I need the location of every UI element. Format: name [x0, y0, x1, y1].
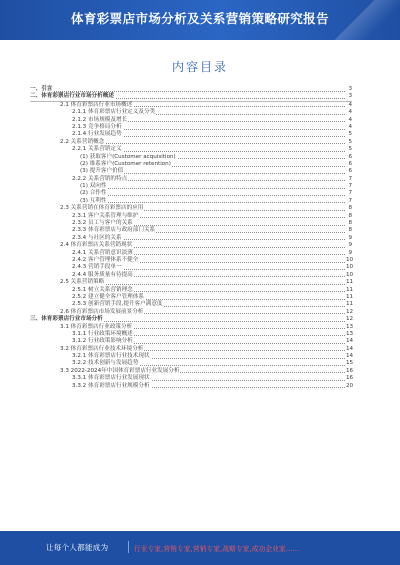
- toc-entry[interactable]: [30, 227, 352, 234]
- toc-entry-label: 2.4.2 客户管理体系不健全: [72, 256, 139, 263]
- toc-page-number: 13: [346, 323, 354, 330]
- toc-entry[interactable]: [30, 324, 352, 331]
- toc-entry[interactable]: [30, 109, 352, 116]
- toc-entry-label: 3.1 体育彩票店行业政策分析: [60, 323, 133, 330]
- toc-page-number: 7: [348, 175, 352, 182]
- toc-page-number: 4: [348, 123, 352, 130]
- toc-page-number: 11: [346, 286, 354, 293]
- toc-page-number: 6: [348, 168, 352, 175]
- toc-entry-label: 2.1 体育彩票店行业市场概述: [60, 101, 133, 108]
- toc-page-number: 5: [348, 138, 352, 145]
- toc-entry[interactable]: [30, 168, 352, 175]
- toc-page-number: 11: [346, 279, 354, 286]
- toc-entry-label: 2.5.1 树立关系营销理念: [72, 286, 133, 293]
- toc-entry-label: 2.1.2 市场规模及增长: [72, 116, 128, 123]
- toc-entry[interactable]: [30, 131, 352, 138]
- toc-entry-label: 2.2 关系营销概念: [60, 138, 105, 145]
- toc-page-number: 10: [346, 271, 354, 278]
- toc-leader-dots: [80, 202, 345, 203]
- toc-entry[interactable]: [30, 205, 352, 212]
- toc-heading: 内容目录: [171, 60, 228, 74]
- toc-page-number: 8: [348, 227, 352, 234]
- toc-entry-label: 2.5.2 建立健全客户管理体系: [72, 293, 144, 300]
- toc-entry-label: (3) 提升客户价值: [80, 168, 124, 175]
- toc-page-number: 5: [348, 146, 352, 153]
- toc-page-number: 9: [348, 234, 352, 241]
- toc-page-number: 6: [348, 153, 352, 160]
- toc-entry-label: 3.1.2 行业政策影响分析: [72, 338, 133, 345]
- toc-entry[interactable]: [30, 264, 352, 271]
- toc-page-number: 10: [346, 256, 354, 263]
- toc-entry-label: 2.3.4 与社区的关系: [72, 234, 122, 241]
- toc-page-number: 11: [346, 301, 354, 308]
- toc-entry-label: 2.4.4 服务质量有待提高: [72, 271, 133, 278]
- toc-page-number: 10: [346, 264, 354, 271]
- table-of-contents: [30, 86, 352, 390]
- toc-page-number: 16: [346, 375, 354, 382]
- toc-entry[interactable]: [30, 161, 352, 168]
- toc-entry-label: 2.1.4 行业发展趋势: [72, 131, 122, 138]
- toc-entry-label: 3.1.1 行业政策环境概述: [72, 330, 133, 337]
- toc-page-number: 8: [348, 212, 352, 219]
- toc-entry[interactable]: [30, 190, 352, 197]
- toc-entry-label: 2.1.1 体育彩票店行业定义及分类: [72, 109, 156, 116]
- toc-page-number: 11: [346, 293, 354, 300]
- toc-entry-label: 二、体育彩票店行业市场分析概述: [30, 93, 114, 100]
- toc-entry-label: 三、体育彩票店行业市场分析: [30, 316, 103, 323]
- toc-entry[interactable]: [30, 242, 352, 249]
- toc-page-number: 5: [348, 131, 352, 138]
- toc-entry-label: 2.4 体育彩票店关系营销现状: [60, 242, 133, 249]
- toc-page-number: 9: [348, 249, 352, 256]
- toc-page-number: 16: [346, 367, 354, 374]
- toc-entry[interactable]: [30, 383, 352, 390]
- toc-entry[interactable]: [30, 375, 352, 382]
- footer-banner: [0, 531, 400, 565]
- toc-entry[interactable]: [30, 338, 352, 345]
- report-title: 体育彩票店市场分析及关系营销策略研究报告: [70, 11, 329, 26]
- toc-entry[interactable]: [30, 146, 352, 153]
- toc-entry-label: 3.2 体育彩票店行业技术环境分析: [60, 345, 144, 352]
- toc-entry[interactable]: [30, 183, 352, 190]
- toc-entry-label: 2.5 关系营销策略: [60, 279, 105, 286]
- toc-entry-label: 2.4.1 关系营销意识淡薄: [72, 249, 133, 256]
- toc-entry[interactable]: [30, 360, 352, 367]
- toc-page-number: 6: [348, 160, 352, 167]
- toc-entry-label: 2.3 关系营销在体育彩票店的应用: [60, 205, 144, 212]
- toc-entry[interactable]: [30, 213, 352, 220]
- toc-page-number: 14: [346, 345, 354, 352]
- toc-leader-dots: [80, 195, 345, 196]
- toc-entry[interactable]: [30, 301, 352, 308]
- toc-entry-label: 2.6 体育彩票店市场发展前景分析: [60, 308, 144, 315]
- toc-page-number: 8: [348, 205, 352, 212]
- toc-entry-label: 2.2.1 关系营销定义: [72, 146, 122, 153]
- toc-entry-label: 3.3.1 体育彩票店行业发展现状: [72, 375, 150, 382]
- toc-entry-label: (3) 互利性: [80, 197, 107, 204]
- toc-page-number: 7: [348, 183, 352, 190]
- toc-entry[interactable]: [30, 117, 352, 124]
- toc-entry-label: 3.2.1 体育彩票店行业技术现状: [72, 353, 150, 360]
- toc-page-number: 4: [348, 109, 352, 116]
- toc-page-number: 20: [346, 382, 354, 389]
- toc-entry[interactable]: [30, 250, 352, 257]
- footer-slogan: 让每个人都能成为: [46, 543, 109, 552]
- toc-page-number: 12: [346, 308, 354, 315]
- toc-entry-label: 3.3 2022-2024年中国体育彩票店行业发展分析: [60, 367, 180, 374]
- toc-entry[interactable]: [30, 346, 352, 353]
- toc-page-number: 7: [348, 190, 352, 197]
- toc-entry-label: 3.2.2 技术创新与发展趋势: [72, 360, 139, 367]
- toc-page-number: 8: [348, 220, 352, 227]
- toc-entry-label: 2.2.2 关系营销的特点: [72, 175, 128, 182]
- toc-leader-dots: [30, 91, 345, 92]
- toc-page-number: 3: [348, 86, 352, 92]
- toc-entry[interactable]: [30, 279, 352, 286]
- toc-entry-label: (1) 双向性: [80, 183, 107, 190]
- toc-entry[interactable]: [30, 287, 352, 294]
- toc-entry-label: (2) 合作性: [80, 190, 107, 197]
- toc-entry-label: (2) 维系客户(Customer retention): [80, 160, 171, 167]
- toc-entry-label: 2.3.2 员工与客户的关系: [72, 220, 133, 227]
- toc-page-number: 9: [348, 242, 352, 249]
- toc-page-number: 7: [348, 197, 352, 204]
- toc-entry-label: 3.3.2 体育彩票店行业规模分析: [72, 382, 150, 389]
- footer-tagline: 行业专家,营销专家,营销专家,战略专家,成功企业家……: [134, 545, 300, 553]
- toc-page-number: 15: [346, 360, 354, 367]
- toc-entry-label: 2.5.3 创新营销手段,提升客户满意度: [72, 301, 163, 308]
- footer-divider: [128, 541, 129, 553]
- toc-entry[interactable]: [30, 176, 352, 183]
- toc-leader-dots: [80, 188, 345, 189]
- toc-entry-label: 2.4.3 营销手段单一: [72, 264, 122, 271]
- toc-entry-label: 2.3.3 体育彩票店与政府部门关系: [72, 227, 156, 234]
- toc-page-number: 14: [346, 353, 354, 360]
- toc-page-number: 13: [346, 330, 354, 337]
- toc-entry-label: 2.1.3 竞争格局分析: [72, 123, 122, 130]
- toc-entry-label: 一、引言: [30, 86, 53, 92]
- toc-entry-label: 2.3.1 客户关系管理与维护: [72, 212, 139, 219]
- toc-page-number: 3: [348, 93, 352, 100]
- toc-page-number: 12: [346, 316, 354, 323]
- toc-entry[interactable]: [30, 154, 352, 161]
- toc-entry[interactable]: [30, 309, 352, 316]
- toc-page-number: 4: [348, 101, 352, 108]
- report-header-banner: [0, 0, 400, 40]
- toc-entry-label: (1) 获取客户(Customer acquisition): [80, 153, 176, 160]
- toc-page-number: 14: [346, 338, 354, 345]
- toc-entry[interactable]: [30, 316, 352, 323]
- toc-page-number: 4: [348, 116, 352, 123]
- toc-entry[interactable]: [30, 93, 352, 101]
